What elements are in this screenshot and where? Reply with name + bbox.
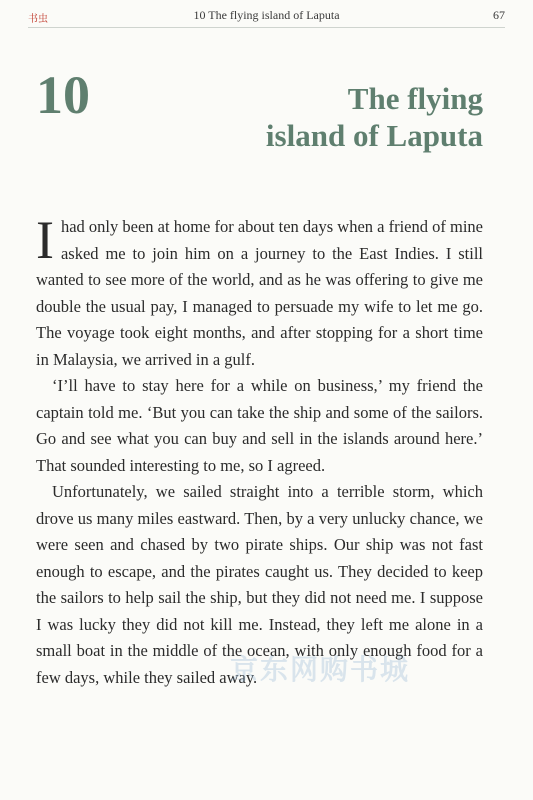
page-header (28, 8, 505, 28)
chapter-title (223, 80, 483, 154)
chapter-title-line-2: island of Laputa (265, 118, 483, 154)
paragraph-1 (36, 210, 483, 373)
brand-logo: 书虫 (28, 14, 48, 25)
drop-cap: I (36, 210, 54, 270)
watermark: 京东网购书城 (230, 653, 411, 686)
chapter-number: 10 (36, 65, 90, 125)
header-rule (28, 27, 505, 28)
page-number: 67 (493, 8, 505, 22)
body-text (36, 210, 483, 691)
running-head: 10 The flying island of Laputa (193, 8, 340, 22)
chapter-title-line-1: The flying (347, 81, 483, 116)
paragraph-3: Unfortunately, we sailed straight into a terrible storm, which drove us many miles eastward. Then, by a very unlucky chance, we were seen and chased by two pirate ships. Our ship was not fast enough to escape, and the pirates caught us. They decided to keep the sailors to help sail the ship, but they did not need me. I suppose I was lucky they did not kill me. Instead, they left me alone in a small boat in the middle of the ocean, with only enough food for a few days, while they sailed away. (36, 482, 483, 687)
paragraph-1-text: had only been at home for about ten days when a friend of mine asked me to join him on a journey to the East Indies. I still wanted to see more of the world, and as he was offering to give me double the usual pay, I managed to persuade my wife to let me go. The voyage took eight months, and after stopping for a short time in Malaysia, we arrived in a gulf. (36, 217, 483, 369)
paragraph-2: ‘I’ll have to stay here for a while on business,’ my friend the captain told me. ‘But you can take the ship and some of the sailors. Go and see what you can buy and sell in the islands around here.’ That sounded interesting to me, so I agreed. (36, 376, 483, 475)
